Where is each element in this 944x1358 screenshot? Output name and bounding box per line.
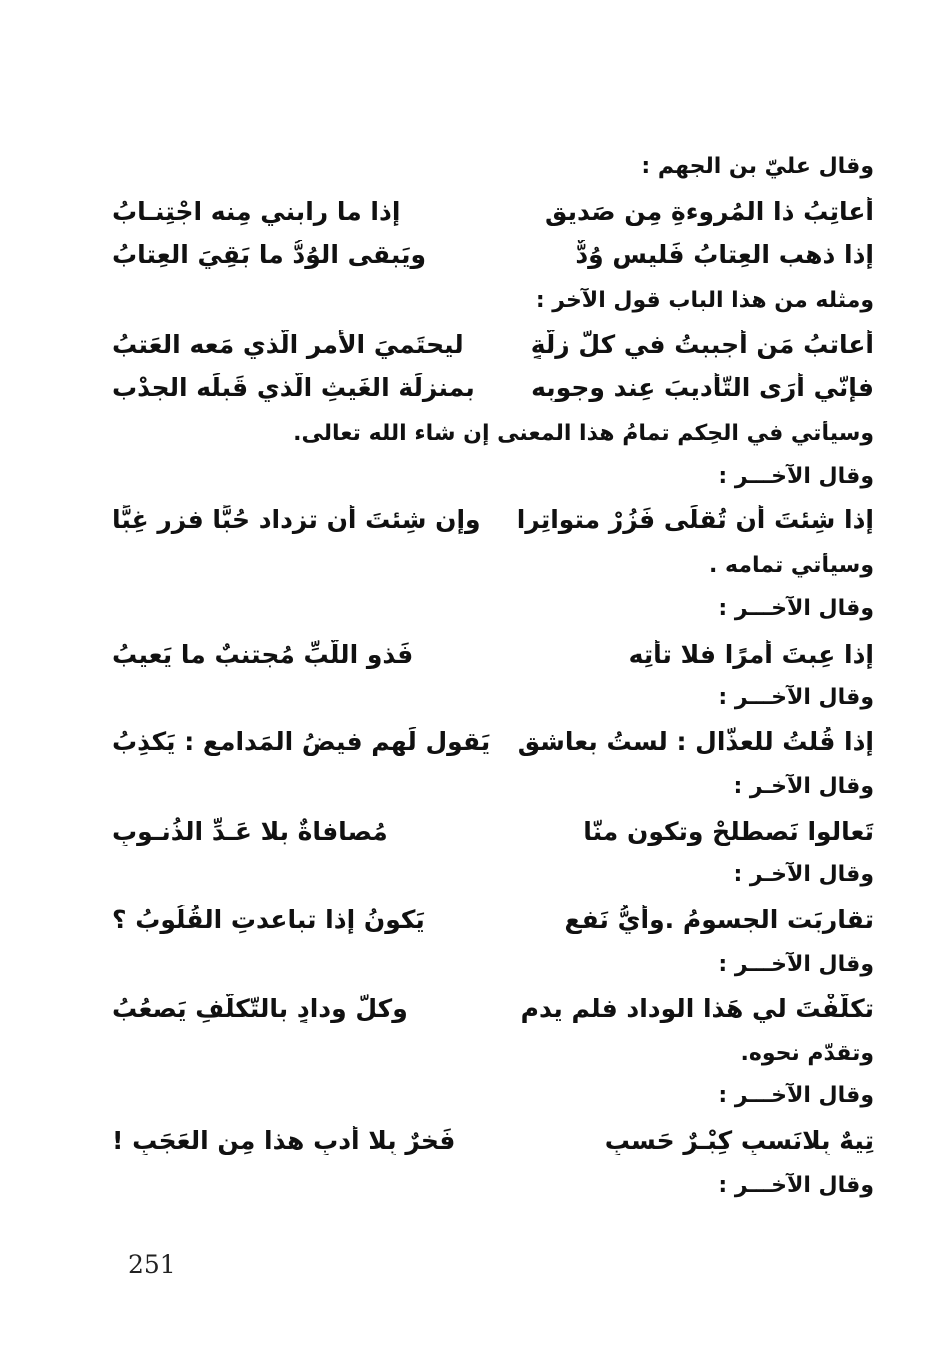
verse-first-hemistich: تَعالوا نَصطلحْ وتكون منّا (583, 817, 874, 846)
heading-line: وقال الآخـــر : (718, 952, 874, 977)
verse-first-hemistich: تقاربَت الجسومُ .وأيُّ نَفعٍ (564, 905, 874, 934)
verse-line (112, 330, 874, 359)
verse-second-hemistich: مُصافاةٌ بلا عَـدِّ الذُنـوبِ (112, 817, 388, 846)
verse-second-hemistich: يَكونُ إذا تباعدتِ القُلُوبُ ؟ (112, 905, 425, 934)
heading-line: وقال الآخـــر : (718, 1173, 874, 1198)
heading-line: ومثله من هذا الباب قول الآخر : (535, 288, 874, 313)
prose-line: وتقدّم نحوه. (740, 1041, 874, 1066)
verse-first-hemistich: تِيهٌ بِلانَسبٍ كِبْـرٌ حَسبٍ (604, 1126, 874, 1155)
verse-second-hemistich: إذا ما رابني مِنه اجْتِنـابُ (112, 197, 401, 226)
verse-second-hemistich: وكلُّ ودادٍ بالتّكلُّفِ يَصعُبُ (112, 994, 408, 1023)
verse-second-hemistich: فَذو اللّبِّ مُجتنبٌ ما يَعيبُ (112, 640, 414, 669)
heading-line: وقال الآخـــر : (718, 685, 874, 710)
heading-line: وقال الآخـر : (733, 774, 874, 799)
verse-line (112, 240, 874, 269)
verse-line (112, 197, 874, 226)
heading-line: وقال الآخـر : (733, 862, 874, 887)
verse-first-hemistich: إذا قُلتُ للعذّال : لستُ بعاشقٍ (517, 727, 874, 756)
verse-line (112, 640, 874, 669)
verse-first-hemistich: إذا عِبتَ أمرًا فلا تأتِه (628, 640, 874, 669)
heading-line: وقال الآخـــر : (718, 596, 874, 621)
verse-line (112, 1126, 874, 1155)
verse-first-hemistich: تكلّفْتَ لي هَذا الوداد فلم يدم (520, 994, 874, 1023)
verse-line (112, 817, 874, 846)
verse-first-hemistich: إذا ذهب العِتابُ فَليس وُدٌّ (575, 240, 874, 269)
prose-line: وسيأتي في الحِكم تمامُ هذا المعنى إن شاء الله تعالى. (293, 421, 874, 446)
heading-line: وقال الآخـــر : (718, 464, 874, 489)
verse-first-hemistich: أعاتِبُ ذا المُروءةِ مِن صَديقٍ (545, 197, 874, 226)
heading-line: وقال عليّ بن الجهم : (641, 154, 874, 179)
verse-first-hemistich: فإنّي أرَى التّأديبَ عِند وجوبِه (531, 373, 874, 402)
verse-second-hemistich: يَقول لَهم فيضُ المَدامع : يَكذِبُ (112, 727, 491, 756)
verse-second-hemistich: ويَبقى الوُدُّ ما بَقِيَ العِتابُ (112, 240, 427, 269)
verse-line (112, 994, 874, 1023)
page-number: 251 (128, 1250, 176, 1279)
verse-second-hemistich: فَخرٌ بِلا أدبٍ هذا مِن العَجَبِ ! (112, 1126, 456, 1155)
verse-first-hemistich: أُعاتبُ مَن أجببتُ في كلّ زلّةٍ (530, 330, 874, 359)
verse-first-hemistich: إذا شِئتَ أن تُقلَى فَزُرْ متواتِرا (516, 505, 874, 534)
verse-second-hemistich: وإن شِئتَ أن تزداد حُبًّا فزر غِبًّا (112, 505, 481, 534)
prose-line: وسيأتي تمامه . (709, 553, 874, 578)
verse-line (112, 727, 874, 756)
verse-line (112, 373, 874, 402)
verse-second-hemistich: بمنزلَة الغَيثِ الّذي قَبلَه الجدْب (112, 373, 475, 402)
verse-second-hemistich: ليحتَميَ الأمر الّذي مَعه العَتبُ (112, 330, 464, 359)
verse-line (112, 505, 874, 534)
verse-line (112, 905, 874, 934)
heading-line: وقال الآخـــر : (718, 1083, 874, 1108)
